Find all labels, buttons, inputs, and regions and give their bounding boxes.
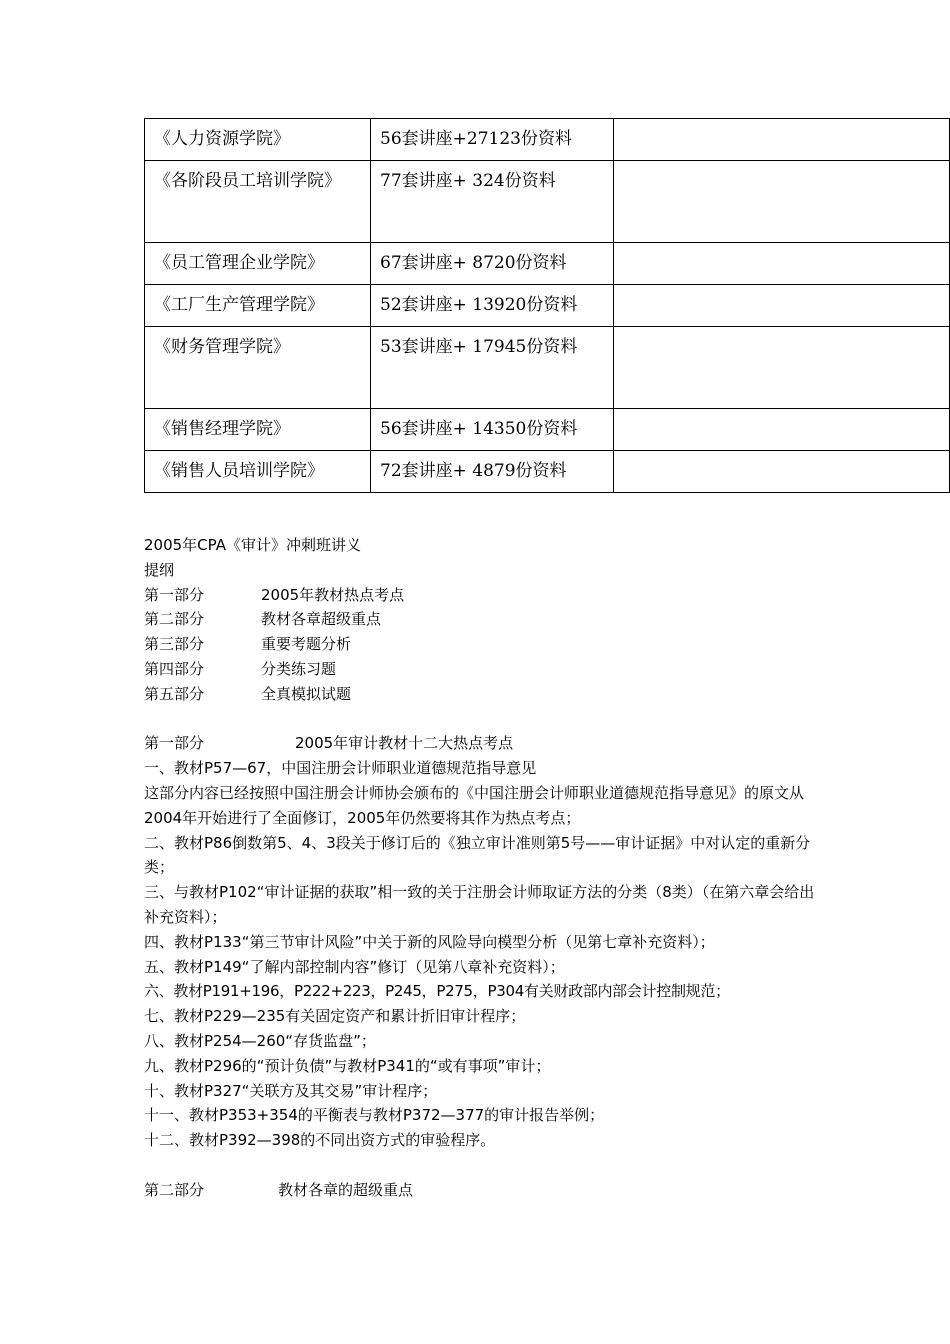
course-content-cell: 52套讲座+ 13920份资料: [371, 285, 614, 327]
section-heading: [144, 1178, 824, 1203]
course-name-cell: 《工厂生产管理学院》: [145, 285, 371, 327]
hotspot-item: 五、教材P149“了解内部控制内容”修订（见第八章补充资料）；: [144, 957, 565, 976]
table-row: [145, 451, 950, 493]
table-row: [145, 243, 950, 285]
course-name-cell: 《人力资源学院》: [145, 119, 371, 161]
outline-topic: 教材各章超级重点: [261, 610, 382, 629]
outline-part: 第一部分: [144, 585, 205, 604]
spacer: [144, 707, 824, 732]
spacer: [144, 1153, 824, 1178]
outline-item: [144, 583, 824, 608]
section-part: 第一部分: [144, 734, 205, 753]
course-extra-cell: [614, 243, 950, 285]
outline-topic: 重要考题分析: [261, 635, 352, 654]
course-table: [144, 118, 950, 493]
outline-topic: 分类练习题: [261, 659, 337, 678]
hotspot-item: 三、与教材P102“审计证据的获取”相一致的关于注册会计师取证方法的分类（8类）（在第六章会给出补充资料）；: [144, 883, 815, 926]
course-extra-cell: [614, 327, 950, 409]
course-extra-cell: [614, 451, 950, 493]
hotspot-item: 六、教材P191+196，P222+223，P245，P275，P304有关财政部内部会计控制规范；: [144, 982, 730, 1001]
section-heading: [144, 731, 824, 756]
course-extra-cell: [614, 285, 950, 327]
course-extra-cell: [614, 409, 950, 451]
hotspot-item: 九、教材P296的“预计负债”与教材P341的“或有事项”审计；: [144, 1056, 551, 1075]
course-content-cell: 67套讲座+ 8720份资料: [371, 243, 614, 285]
course-name-cell: 《销售经理学院》: [145, 409, 371, 451]
course-content-cell: 77套讲座+ 324份资料: [371, 161, 614, 243]
course-name-cell: 《财务管理学院》: [145, 327, 371, 409]
hotspot-item: 七、教材P229—235有关固定资产和累计折旧审计程序；: [144, 1007, 526, 1026]
outline-item: [144, 657, 824, 682]
outline-item: [144, 682, 824, 707]
outline-topic: 2005年教材热点考点: [261, 585, 405, 604]
outline-part: 第五部分: [144, 684, 205, 703]
course-name-cell: 《员工管理企业学院》: [145, 243, 371, 285]
hotspot-item: 十、教材P327“关联方及其交易”审计程序；: [144, 1081, 438, 1100]
outline-item: [144, 632, 824, 657]
hotspot-paragraph: 这部分内容已经按照中国注册会计师协会颁布的《中国注册会计师职业道德规范指导意见》的原文从2004年开始进行了全面修订，2005年仍然要将其作为热点考点；: [144, 783, 805, 827]
hotspot-item: 八、教材P254—260“存货监盘”；: [144, 1031, 376, 1050]
outline-label: 提纲: [144, 560, 175, 579]
course-content-cell: 72套讲座+ 4879份资料: [371, 451, 614, 493]
course-extra-cell: [614, 161, 950, 243]
hotspot-item: 一、教材P57—67，中国注册会计师职业道德规范指导意见: [144, 759, 537, 778]
outline-topic: 全真模拟试题: [261, 684, 352, 703]
table-row: [145, 285, 950, 327]
course-name-cell: 《销售人员培训学院》: [145, 451, 371, 493]
hotspot-item: 十二、教材P392—398的不同出资方式的审验程序。: [144, 1131, 496, 1150]
section-title: 教材各章的超级重点: [278, 1180, 414, 1199]
document-body: [144, 533, 824, 1203]
outline-part: 第四部分: [144, 659, 205, 678]
hotspot-item: 十一、教材P353+354的平衡表与教材P372—377的审计报告举例；: [144, 1106, 605, 1125]
table-row: [145, 119, 950, 161]
hotspot-item: 四、教材P133“第三节审计风险”中关于新的风险导向模型分析（见第七章补充资料）；: [144, 932, 715, 951]
course-content-cell: 56套讲座+27123份资料: [371, 119, 614, 161]
course-name-cell: 《各阶段员工培训学院》: [145, 161, 371, 243]
doc-title: 2005年CPA《审计》冲刺班讲义: [144, 536, 361, 554]
table-row: [145, 327, 950, 409]
course-extra-cell: [614, 119, 950, 161]
outline-part: 第三部分: [144, 635, 205, 654]
outline-item: [144, 607, 824, 632]
outline-part: 第二部分: [144, 610, 205, 629]
table-row: [145, 161, 950, 243]
course-content-cell: 56套讲座+ 14350份资料: [371, 409, 614, 451]
hotspot-item: 二、教材P86倒数第5、4、3段关于修订后的《独立审计准则第5号——审计证据》中对认定的重新分类；: [144, 833, 811, 877]
section-title: 2005年审计教材十二大热点考点: [295, 734, 514, 753]
table-row: [145, 409, 950, 451]
course-content-cell: 53套讲座+ 17945份资料: [371, 327, 614, 409]
section-part: 第二部分: [144, 1180, 205, 1199]
